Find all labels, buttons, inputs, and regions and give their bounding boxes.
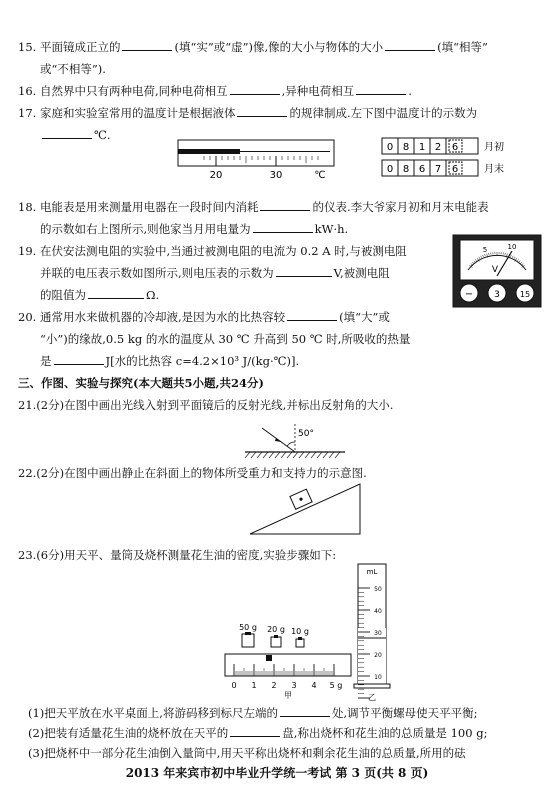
meter-end-digit-1: 0 bbox=[386, 164, 394, 175]
question-20-line3 bbox=[18, 350, 554, 372]
meter-end-digit-4: 7 bbox=[434, 164, 442, 175]
question-19-line3 bbox=[18, 284, 450, 306]
step-1-text-b: 处,调节平衡螺母使天平平衡; bbox=[331, 706, 478, 720]
thermometer-tick-20: 20 bbox=[209, 170, 223, 181]
cylinder-caption: 乙 bbox=[368, 693, 376, 702]
q19-text-b: 并联的电压表示数如图所示,则电压表的示数为 bbox=[40, 266, 274, 280]
q19-blank-1[interactable] bbox=[276, 262, 332, 277]
q18-text-c: 的示数如右上图所示,则他家当月用电量为 bbox=[40, 222, 251, 236]
q17-blank-1[interactable] bbox=[237, 102, 287, 117]
section-3-heading: 三、作图、实验与探究(本大题共5小题,共24分) bbox=[18, 376, 264, 390]
question-18 bbox=[18, 196, 538, 218]
voltmeter-letter: V bbox=[491, 265, 499, 275]
meter-end-digit-2: 8 bbox=[402, 164, 410, 175]
scale-4: 4 bbox=[311, 681, 317, 690]
meter-end bbox=[382, 160, 504, 176]
mirror-hatch-line bbox=[257, 452, 262, 458]
step-3: (3)把烧杯中一部分花生油倒入量筒中,用天平称出烧杯和剩余花生油的总质量,所用的砝 bbox=[28, 746, 466, 760]
thermometer bbox=[178, 140, 334, 181]
thermometer-and-meters-figure bbox=[170, 136, 540, 184]
weight-10g-label: 10 g bbox=[291, 627, 309, 636]
q16-blank-2[interactable] bbox=[356, 80, 406, 95]
q18-text-b: 的仪表.李大爷家月初和月末电能表 bbox=[312, 200, 489, 214]
q15-text-c: (填“相等” bbox=[437, 40, 488, 54]
voltmeter-scale-5: 5 bbox=[482, 246, 488, 254]
step-2-text-a: (2)把装有适量花生油的烧杯放在天平的 bbox=[28, 726, 229, 740]
rider bbox=[266, 655, 272, 661]
voltmeter-terminal-15: 15 bbox=[519, 290, 531, 299]
scale-5g: 5 g bbox=[329, 681, 343, 690]
meter-start-digit-3: 1 bbox=[418, 142, 426, 153]
q17-unit: ℃. bbox=[94, 128, 111, 142]
incident-ray-arrow bbox=[275, 438, 282, 442]
q20-text-a: 20. 通常用水来做机器的冷却液,是因为水的比热容较 bbox=[18, 310, 286, 324]
q20-text-e: J[水的比热容 c=4.2×10³ J/(kg·℃)]. bbox=[105, 354, 300, 368]
question-21: 21.(2分)在图中画出光线入射到平面镜后的反射光线,并标出反射角的大小. bbox=[18, 398, 394, 412]
q15-text-a: 15. 平面镜成正立的 bbox=[18, 40, 121, 54]
cylinder-mark-50: 50 bbox=[374, 586, 382, 593]
step-2 bbox=[28, 722, 538, 744]
thermometer-unit: ℃ bbox=[314, 170, 326, 181]
step-2-blank[interactable] bbox=[230, 722, 280, 737]
q20-text-b: (填“大”或 bbox=[339, 310, 390, 324]
balance-caption: 甲 bbox=[284, 691, 292, 700]
meter-end-digit-last: 6 bbox=[451, 164, 459, 175]
meter-start-digit-last: 6 bbox=[451, 142, 459, 153]
mirror-hatch-line bbox=[323, 452, 328, 458]
q16-text-a: 16. 自然界中只有两种电荷,同种电荷相互 bbox=[18, 84, 228, 98]
q19-text-c: V,被测电阻 bbox=[333, 266, 390, 280]
cylinder-mark-20: 20 bbox=[374, 652, 382, 659]
voltmeter-terminal-3: 3 bbox=[494, 290, 500, 300]
mirror-figure bbox=[240, 420, 350, 460]
meter-end-digit-3: 6 bbox=[418, 164, 426, 175]
question-15 bbox=[18, 36, 538, 58]
mirror-hatch-line bbox=[299, 452, 304, 458]
q16-text-c: . bbox=[408, 84, 412, 98]
q15-text-b: (填“实”或“虚”)像,像的大小与物体的大小 bbox=[174, 40, 384, 54]
question-17 bbox=[18, 102, 538, 124]
mirror-hatch-line bbox=[263, 452, 268, 458]
block-on-incline bbox=[290, 489, 312, 509]
mirror-hatch-line bbox=[269, 452, 274, 458]
cylinder-mark-30: 30 bbox=[374, 630, 382, 637]
meter-start bbox=[382, 138, 504, 154]
cylinder-figure bbox=[352, 560, 392, 704]
scale-2: 2 bbox=[271, 681, 277, 690]
mirror-hatch-line bbox=[305, 452, 310, 458]
page-footer: 2013 年来宾市初中毕业升学统一考试 第 3 页(共 8 页) bbox=[125, 766, 429, 780]
weight-20g-label: 20 g bbox=[267, 625, 285, 634]
question-19 bbox=[18, 240, 438, 262]
q17-blank-2[interactable] bbox=[42, 124, 92, 139]
q20-blank-2[interactable] bbox=[54, 350, 104, 365]
step-1-text-a: (1)把天平放在水平桌面上,将游码移到标尺左端的 bbox=[28, 706, 278, 720]
mirror-hatch-line bbox=[335, 452, 340, 458]
step-2-text-b: 盘,称出烧杯和花生油的总质量是 100 g; bbox=[282, 726, 488, 740]
thermometer-tick-30: 30 bbox=[269, 170, 283, 181]
q20-text-c: “小”)的缘故,0.5 kg 的水的温度从 30 ℃ 升高到 50 ℃ 时,所吸收的热量 bbox=[40, 332, 411, 346]
q17-text-b: 的规律制成.左下图中温度计的示数为 bbox=[289, 106, 478, 120]
q15-blank-2[interactable] bbox=[385, 36, 435, 51]
scale-0: 0 bbox=[231, 681, 237, 690]
mirror-hatch-line bbox=[281, 452, 286, 458]
meter-start-digit-1: 0 bbox=[386, 142, 394, 153]
question-20 bbox=[18, 306, 538, 328]
meter-start-digit-4: 2 bbox=[434, 142, 442, 153]
question-15-line2 bbox=[18, 58, 554, 80]
weight-50g-label: 50 g bbox=[239, 623, 257, 632]
q19-text-d: 的阻值为 bbox=[40, 288, 86, 302]
incline-figure bbox=[245, 478, 365, 540]
voltmeter-figure bbox=[452, 234, 544, 310]
meter-start-label: 月初 bbox=[484, 142, 504, 153]
meter-start-digit-2: 8 bbox=[402, 142, 410, 153]
mirror-hatch-line bbox=[293, 452, 298, 458]
meter-end-label: 月末 bbox=[484, 164, 504, 175]
cylinder-mark-40: 40 bbox=[374, 608, 382, 615]
q18-text-a: 18. 电能表是用来测量用电器在一段时间内消耗 bbox=[18, 200, 259, 214]
question-23: 23.(6分)用天平、量筒及烧杯测量花生油的密度,实验步骤如下: bbox=[18, 548, 337, 562]
voltmeter-scale-10: 10 bbox=[507, 243, 517, 251]
q20-blank-1[interactable] bbox=[287, 306, 337, 321]
q18-blank-2[interactable] bbox=[253, 218, 313, 233]
mirror-hatch-line bbox=[311, 452, 316, 458]
q19-text-a: 19. 在伏安法测电阻的实验中,当通过被测电阻的电流为 0.2 A 时,与被测电阻 bbox=[18, 244, 407, 258]
q20-text-d: 是 bbox=[40, 354, 52, 368]
question-19-line2 bbox=[18, 262, 450, 284]
question-20-line2 bbox=[18, 328, 554, 350]
step-1 bbox=[28, 702, 538, 724]
q19-blank-2[interactable] bbox=[88, 284, 144, 299]
scale-1: 1 bbox=[251, 681, 257, 690]
question-16 bbox=[18, 80, 538, 102]
scale-3: 3 bbox=[291, 681, 297, 690]
q16-blank-1[interactable] bbox=[230, 80, 280, 95]
q15-blank-1[interactable] bbox=[122, 36, 172, 51]
mirror-hatch-line bbox=[287, 452, 292, 458]
mirror-hatch-line bbox=[245, 452, 250, 458]
q15-text-d: 或“不相等”). bbox=[40, 62, 106, 76]
cylinder-mark-10: 10 bbox=[374, 674, 382, 681]
step-1-blank[interactable] bbox=[280, 702, 330, 717]
mirror-hatch-line bbox=[317, 452, 322, 458]
mirror-hatch-line bbox=[251, 452, 256, 458]
q16-text-b: ,异种电荷相互 bbox=[281, 84, 355, 98]
cylinder-unit: mL bbox=[366, 568, 378, 576]
q18-blank-1[interactable] bbox=[260, 196, 310, 211]
q17-text-a: 17. 家庭和实验室常用的温度计是根据液体 bbox=[18, 106, 236, 120]
voltmeter-terminal-minus: − bbox=[464, 289, 474, 300]
balance-figure bbox=[222, 618, 354, 700]
q19-text-e: Ω. bbox=[146, 288, 160, 302]
question-22: 22.(2分)在图中画出静止在斜面上的物体所受重力和支持力的示意图. bbox=[18, 466, 367, 480]
mirror-hatch-line bbox=[275, 452, 280, 458]
angle-label: 50° bbox=[298, 429, 314, 439]
q18-text-d: kW·h. bbox=[314, 222, 349, 236]
weights bbox=[239, 623, 309, 647]
mirror-hatch-line bbox=[329, 452, 334, 458]
